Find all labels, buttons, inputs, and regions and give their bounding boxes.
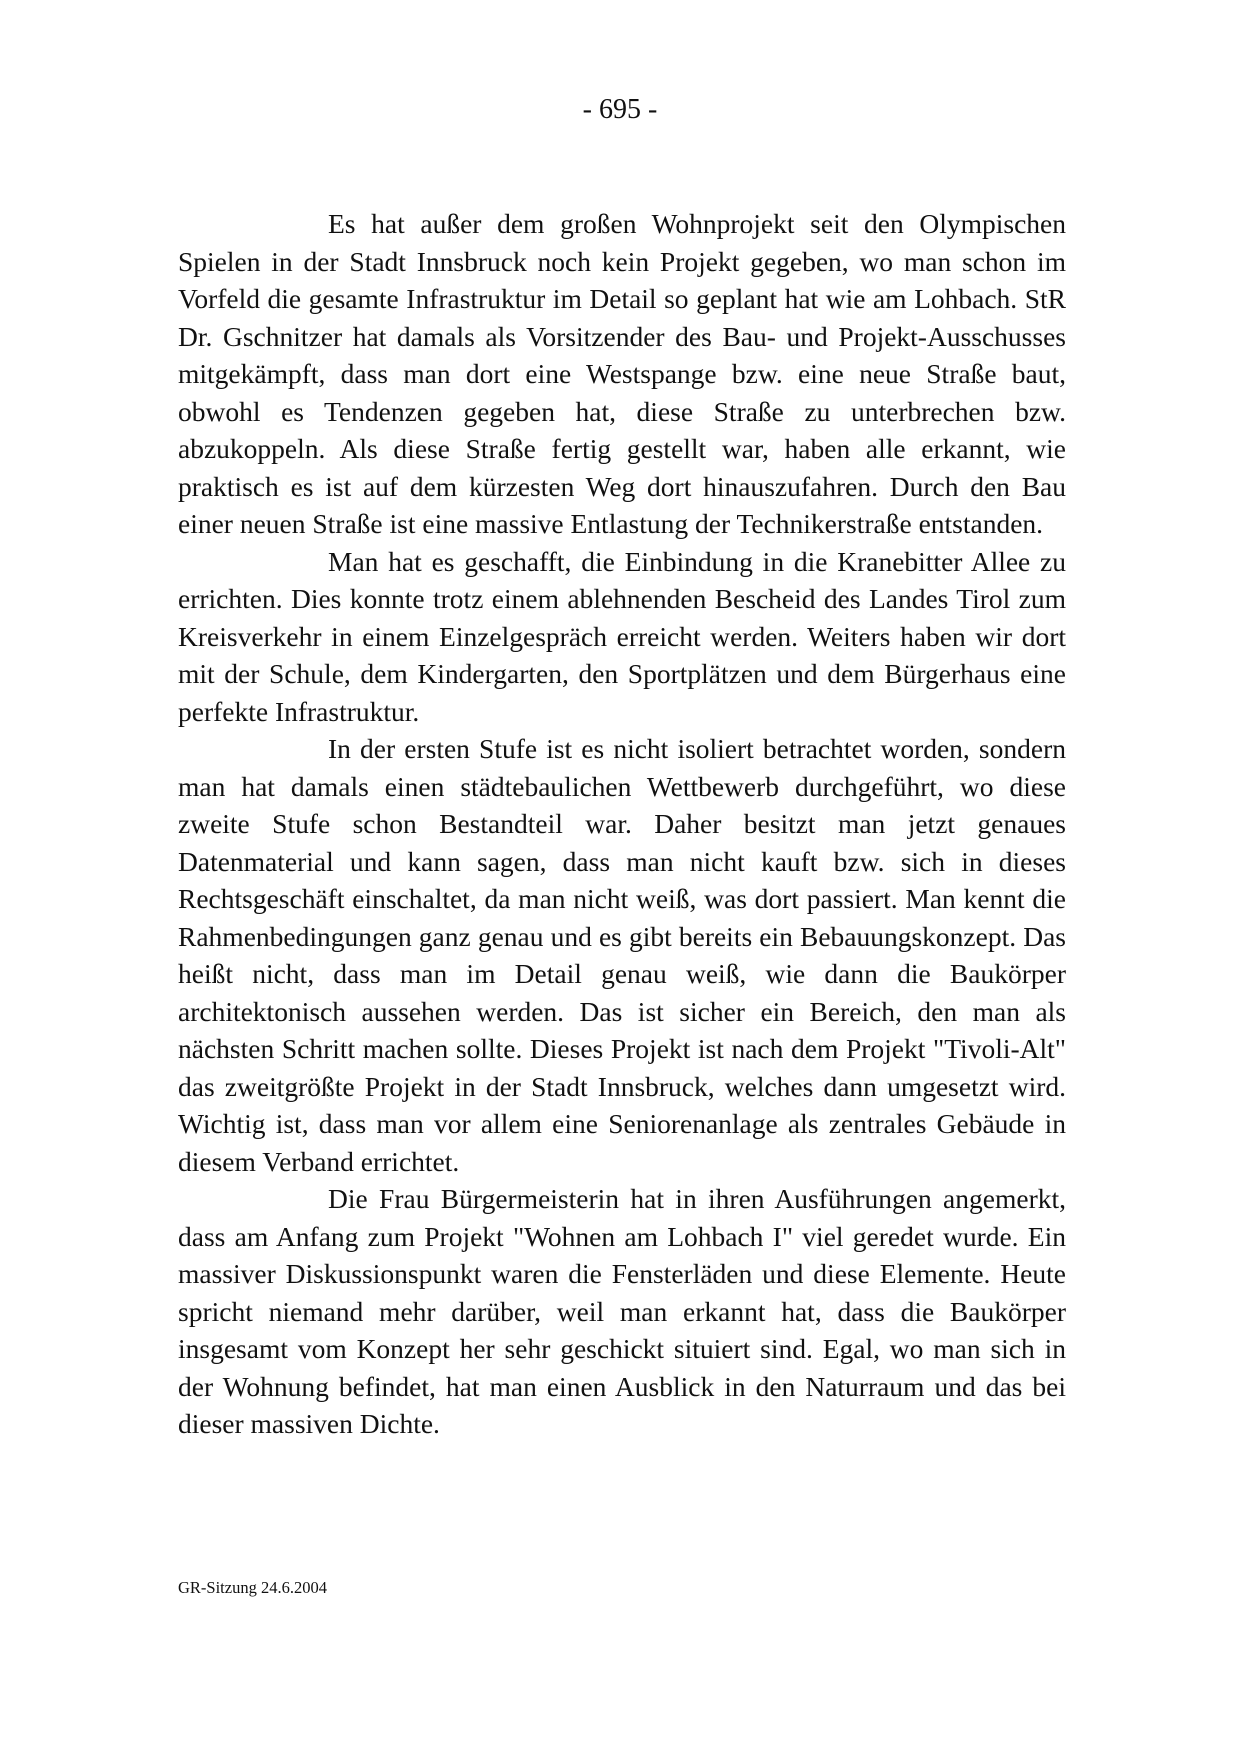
paragraph-1: Es hat außer dem großen Wohnprojekt seit den Olympischen Spielen in der Stadt Innsbruck noch kein Projekt gegeben, wo man schon im Vorfeld die gesamte Infrastruktur im Detail so geplant hat wie am Lohbach. StR Dr. Gschnitzer hat damals als Vorsitzender des Bau- und Projekt-Ausschusses mitgekämpft, dass man dort eine Westspange bzw. eine neue Straße baut, obwohl es Tendenzen gegeben hat, diese Straße zu unterbrechen bzw. abzukoppeln. Als diese Straße fertig gestellt war, haben alle erkannt, wie praktisch es ist auf dem kürzesten Weg dort hinauszufahren. Durch den Bau einer neuen Straße ist eine massive Entlastung der Technikerstraße entstanden.: [178, 208, 1066, 539]
paragraph-2: Man hat es geschafft, die Einbindung in die Kranebitter Allee zu errichten. Dies konnte trotz einem ablehnenden Bescheid des Landes Tirol zum Kreisverkehr in einem Einzelgespräch erreicht werden. Weiters haben wir dort mit der Schule, dem Kindergarten, den Sportplätzen und dem Bürgerhaus eine perfekte Infrastruktur.: [178, 545, 1066, 727]
paragraph-4: Die Frau Bürgermeisterin hat in ihren Ausführungen angemerkt, dass am Anfang zum Projekt "Wohnen am Lohbach I" viel geredet wurde. Ein massiver Diskussionspunkt waren die Fensterläden und diese Elemente. Heute spricht niemand mehr darüber, weil man erkannt hat, dass die Baukörper insgesamt vom Konzept her sehr geschickt situiert sind. Egal, wo man sich in der Wohnung befindet, hat man einen Ausblick in den Naturraum und das bei dieser massiven Dichte.: [178, 1183, 1066, 1439]
body-text: [178, 205, 1066, 1443]
page-number: - 695 -: [582, 94, 658, 125]
footer-session-date: GR-Sitzung 24.6.2004: [178, 1578, 327, 1597]
paragraph-3: In der ersten Stufe ist es nicht isoliert betrachtet worden, sondern man hat damals einen städtebaulichen Wettbewerb durchgeführt, wo diese zweite Stufe schon Bestandteil war. Daher besitzt man jetzt genaues Datenmaterial und kann sagen, dass man nicht kauft bzw. sich in dieses Rechtsgeschäft einschaltet, da man nicht weiß, was dort passiert. Man kennt die Rahmenbedingungen ganz genau und es gibt bereits ein Bebauungskonzept. Das heißt nicht, dass man im Detail genau weiß, wie dann die Baukörper architektonisch aussehen werden. Das ist sicher ein Bereich, den man als nächsten Schritt machen sollte. Dieses Projekt ist nach dem Projekt "Tivoli-Alt" das zweitgrößte Projekt in der Stadt Innsbruck, welches dann umgesetzt wird. Wichtig ist, dass man vor allem eine Seniorenanlage als zentrales Gebäude in diesem Verband errichtet.: [178, 733, 1066, 1177]
